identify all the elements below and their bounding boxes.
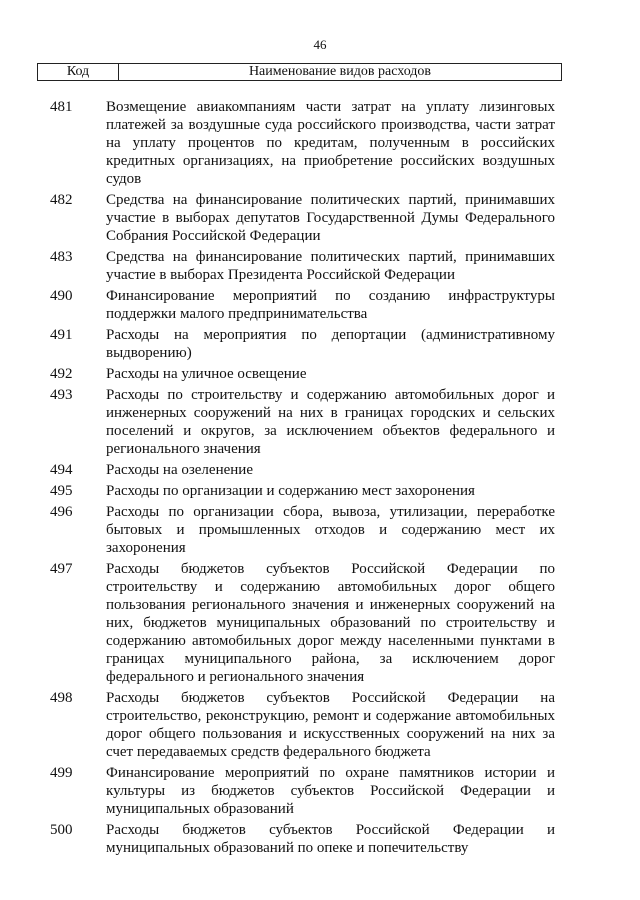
row-text: Расходы на мероприятия по депортации (административному выдворению) <box>106 327 555 361</box>
table-header <box>37 63 562 81</box>
header-name: Наименование видов расходов <box>248 64 432 79</box>
row-code: 495 <box>50 483 73 499</box>
row-text: Расходы по организации сбора, вывоза, утилизации, переработке бытовых и промышленных отходов и содержанию мест их захоронения <box>106 504 555 556</box>
table-row <box>50 503 555 557</box>
row-text: Расходы бюджетов субъектов Российской Федерации и муниципальных образований по опеке и попечительству <box>106 822 555 856</box>
table-row <box>50 365 555 383</box>
table-row <box>50 326 555 362</box>
page-number: 46 <box>313 37 327 52</box>
expense-list <box>50 98 555 857</box>
row-text: Расходы бюджетов субъектов Российской Федерации по строительству и содержанию автомобильных дорог общего пользования регионального значения и инженерных сооружений на них, бюджетов муниципальных образований по строительству и содержанию автомобильных дорог между населенными пунктами в границах муниципального района, за исключением дорог федерального и регионального значения <box>106 561 555 685</box>
table-row <box>50 764 555 818</box>
row-code: 496 <box>50 504 73 520</box>
table-row <box>50 287 555 323</box>
row-code: 497 <box>50 561 73 577</box>
table-row <box>50 689 555 761</box>
table-row <box>50 482 555 500</box>
row-text: Расходы на уличное освещение <box>106 366 307 382</box>
row-text: Расходы бюджетов субъектов Российской Федерации на строительство, реконструкцию, ремонт и содержание автомобильных дорог общего пользования и искусственных сооружений на них за счет передаваемых средств федерального бюджета <box>106 690 555 760</box>
row-code: 494 <box>50 462 73 478</box>
table-row <box>50 560 555 686</box>
row-text: Расходы по строительству и содержанию автомобильных дорог и инженерных сооружений на них в границах городских и сельских поселений и округов, за исключением объектов федерального и регионального значения <box>106 387 555 457</box>
row-text: Расходы по организации и содержанию мест захоронения <box>106 483 475 499</box>
row-code: 498 <box>50 690 73 706</box>
table-row <box>50 461 555 479</box>
row-code: 492 <box>50 366 73 382</box>
row-code: 483 <box>50 249 73 265</box>
header-code: Код <box>38 64 119 80</box>
row-code: 499 <box>50 765 73 781</box>
row-text: Финансирование мероприятий по созданию инфраструктуры поддержки малого предпринимательства <box>106 288 555 322</box>
row-text: Финансирование мероприятий по охране памятников истории и культуры из бюджетов субъектов Российской Федерации и муниципальных образований <box>106 765 555 817</box>
row-code: 493 <box>50 387 73 403</box>
row-text: Средства на финансирование политических партий, принимавших участие в выборах депутатов Государственной Думы Федерального Собрания Российской Федерации <box>106 192 555 244</box>
table-row <box>50 386 555 458</box>
row-code: 481 <box>50 99 73 115</box>
table-row <box>50 191 555 245</box>
table-row <box>50 248 555 284</box>
row-code: 490 <box>50 288 73 304</box>
row-text: Расходы на озеленение <box>106 462 253 478</box>
row-code: 482 <box>50 192 73 208</box>
table-row <box>50 821 555 857</box>
row-code: 491 <box>50 327 73 343</box>
row-code: 500 <box>50 822 73 838</box>
row-text: Возмещение авиакомпаниям части затрат на уплату лизинговых платежей за воздушные суда российского производства, части затрат на уплату процентов по кредитам, полученным в российских кредитных организациях, на приобретение российских воздушных судов <box>106 99 555 187</box>
table-row <box>50 98 555 188</box>
row-text: Средства на финансирование политических партий, принимавших участие в выборах Президента Российской Федерации <box>106 249 555 283</box>
